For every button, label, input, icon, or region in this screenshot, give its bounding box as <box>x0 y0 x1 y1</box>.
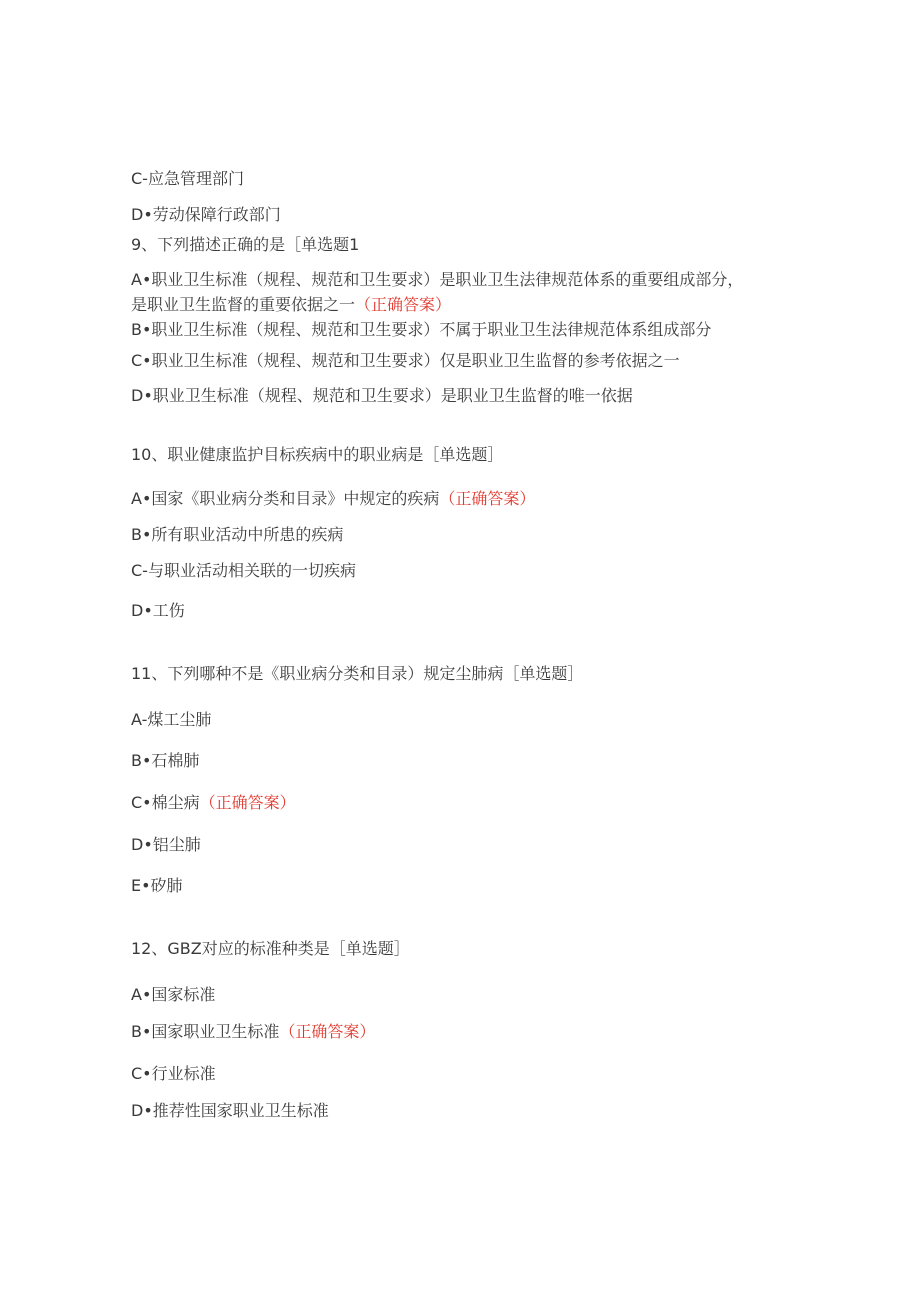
option-line <box>131 750 199 772</box>
option-line <box>131 1100 329 1122</box>
option-line <box>131 834 201 856</box>
option-text: A•国家《职业病分类和目录》中规定的疾病 <box>131 489 440 508</box>
option-line <box>131 319 711 341</box>
option-text: C-与职业活动相关联的一切疾病 <box>131 561 356 580</box>
option-line <box>131 875 183 897</box>
option-text: C-应急管理部门 <box>131 169 244 188</box>
option-line <box>131 204 281 226</box>
option-line-continued <box>131 294 451 316</box>
correct-answer-mark: （正确答案） <box>355 295 452 314</box>
option-line <box>131 168 244 190</box>
option-line <box>131 1063 216 1085</box>
option-text: D•推荐性国家职业卫生标准 <box>131 1101 329 1120</box>
option-text: E•矽肺 <box>131 876 183 895</box>
question-title <box>131 663 583 685</box>
option-text: C•职业卫生标准（规程、规范和卫生要求）仅是职业卫生监督的参考依据之一 <box>131 351 680 370</box>
option-line <box>131 709 211 731</box>
option-text: A•国家标准 <box>131 985 216 1004</box>
question-text: 12、GBZ对应的标准种类是［单选题］ <box>131 939 410 958</box>
option-line <box>131 984 215 1006</box>
question-text: 10、职业健康监护目标疾病中的职业病是［单选题］ <box>131 445 504 464</box>
option-text: D•铝尘肺 <box>131 835 201 854</box>
option-text: B•职业卫生标准（规程、规范和卫生要求）不属于职业卫生法律规范体系组成部分 <box>131 320 712 339</box>
option-text: D•劳动保障行政部门 <box>131 205 281 224</box>
option-text: D•工伤 <box>131 601 185 620</box>
option-text: A•职业卫生标准（规程、规范和卫生要求）是职业卫生法律规范体系的重要组成部分， <box>131 270 744 289</box>
option-line <box>131 600 185 622</box>
option-text: 是职业卫生监督的重要依据之一 <box>131 295 356 314</box>
question-text: 9、下列描述正确的是［单选题1 <box>131 235 360 254</box>
option-line <box>131 350 680 372</box>
option-line <box>131 488 535 510</box>
question-title <box>131 444 503 466</box>
option-text: A-煤工尘肺 <box>131 710 212 729</box>
option-text: C•棉尘病 <box>131 793 200 812</box>
option-text: C•行业标准 <box>131 1064 216 1083</box>
question-title <box>131 938 410 960</box>
option-line <box>131 524 343 546</box>
question-text: 11、下列哪种不是《职业病分类和目录）规定尘肺病［单选题］ <box>131 664 584 683</box>
option-line <box>131 1021 375 1043</box>
option-text: B•国家职业卫生标准 <box>131 1022 280 1041</box>
option-text: D•职业卫生标准（规程、规范和卫生要求）是职业卫生监督的唯一依据 <box>131 386 633 405</box>
correct-answer-mark: （正确答案） <box>279 1022 376 1041</box>
option-line <box>131 269 743 291</box>
option-line <box>131 560 356 582</box>
option-text: B•所有职业活动中所患的疾病 <box>131 525 344 544</box>
option-line <box>131 792 296 814</box>
correct-answer-mark: （正确答案） <box>199 793 296 812</box>
option-line <box>131 385 633 407</box>
option-text: B•石棉肺 <box>131 751 200 770</box>
question-title <box>131 234 359 256</box>
correct-answer-mark: （正确答案） <box>439 489 536 508</box>
